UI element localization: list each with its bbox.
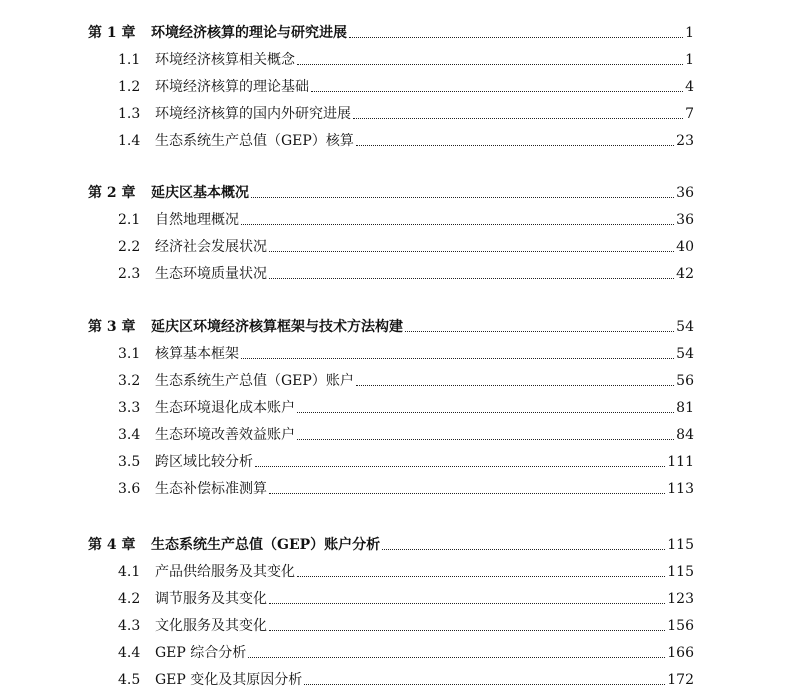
toc-chapter-entry[interactable] (0, 182, 790, 204)
dot-leader (304, 684, 665, 685)
toc-section-entry[interactable] (0, 263, 790, 285)
toc-section-entry[interactable] (0, 588, 790, 610)
toc-section-entry[interactable] (0, 103, 790, 125)
page-number: 166 (667, 645, 694, 661)
chapter-number: 第 2 章 (88, 185, 136, 201)
toc-section-entry[interactable] (0, 49, 790, 71)
page-number: 115 (667, 537, 694, 553)
chapter-number: 第 1 章 (88, 25, 136, 41)
section-title: 生态环境质量状况 (155, 266, 267, 282)
toc-section-entry[interactable] (0, 561, 790, 583)
section-title: 生态系统生产总值（GEP）核算 (155, 133, 354, 149)
toc-section-entry[interactable] (0, 478, 790, 500)
page-number: 111 (667, 454, 694, 470)
dot-leader (269, 251, 674, 252)
chapter-title: 延庆区环境经济核算框架与技术方法构建 (151, 319, 403, 335)
toc-section-entry[interactable] (0, 209, 790, 231)
dot-leader (353, 118, 683, 119)
section-number: 1.3 (118, 106, 141, 122)
toc-section-entry[interactable] (0, 424, 790, 446)
page-number: 84 (676, 427, 694, 443)
page-number: 81 (676, 400, 694, 416)
page-number: 54 (676, 346, 694, 362)
toc-section-entry[interactable] (0, 370, 790, 392)
dot-leader (269, 278, 674, 279)
dot-leader (356, 385, 674, 386)
dot-leader (269, 630, 665, 631)
chapter-title: 生态系统生产总值（GEP）账户分析 (151, 537, 381, 553)
page-number: 42 (676, 266, 694, 282)
section-title: 调节服务及其变化 (155, 591, 267, 607)
section-number: 2.2 (118, 239, 141, 255)
section-number: 3.1 (118, 346, 141, 362)
toc-chapter-entry[interactable] (0, 534, 790, 556)
page-number: 115 (667, 564, 694, 580)
toc-chapter-entry[interactable] (0, 316, 790, 338)
section-title: 文化服务及其变化 (155, 618, 267, 634)
section-title: GEP 变化及其原因分析 (155, 672, 303, 688)
page-number: 113 (667, 481, 694, 497)
page-number: 23 (676, 133, 694, 149)
toc-section-entry[interactable] (0, 236, 790, 258)
section-title: 跨区域比较分析 (155, 454, 253, 470)
page-number: 123 (667, 591, 694, 607)
toc-section-entry[interactable] (0, 343, 790, 365)
section-number: 2.3 (118, 266, 141, 282)
page-number: 40 (676, 239, 694, 255)
section-number: 4.3 (118, 618, 141, 634)
page-number: 172 (667, 672, 694, 688)
page-number: 36 (676, 212, 694, 228)
dot-leader (269, 603, 665, 604)
dot-leader (251, 197, 674, 198)
dot-leader (311, 91, 683, 92)
section-title: GEP 综合分析 (155, 645, 247, 661)
section-title: 核算基本框架 (155, 346, 239, 362)
chapter-title: 延庆区基本概况 (151, 185, 249, 201)
chapter-title: 环境经济核算的理论与研究进展 (151, 25, 347, 41)
toc-section-entry[interactable] (0, 451, 790, 473)
section-title: 生态环境退化成本账户 (155, 400, 295, 416)
dot-leader (405, 331, 674, 332)
section-number: 1.4 (118, 133, 141, 149)
section-title: 环境经济核算的国内外研究进展 (155, 106, 351, 122)
dot-leader (297, 64, 683, 65)
section-title: 生态补偿标准测算 (155, 481, 267, 497)
section-number: 3.5 (118, 454, 141, 470)
page-number: 156 (667, 618, 694, 634)
page-number: 56 (676, 373, 694, 389)
dot-leader (297, 576, 665, 577)
section-number: 4.1 (118, 564, 141, 580)
page-number: 4 (685, 79, 694, 95)
dot-leader (241, 358, 674, 359)
dot-leader (356, 145, 674, 146)
dot-leader (382, 549, 665, 550)
section-title: 环境经济核算相关概念 (155, 52, 295, 68)
section-number: 3.4 (118, 427, 141, 443)
section-number: 3.3 (118, 400, 141, 416)
toc-chapter-entry[interactable] (0, 22, 790, 44)
toc-section-entry[interactable] (0, 642, 790, 664)
section-number: 4.4 (118, 645, 141, 661)
section-number: 1.1 (118, 52, 141, 68)
section-number: 3.6 (118, 481, 141, 497)
dot-leader (297, 412, 674, 413)
section-number: 4.5 (118, 672, 141, 688)
section-title: 环境经济核算的理论基础 (155, 79, 309, 95)
section-title: 自然地理概况 (155, 212, 239, 228)
section-number: 4.2 (118, 591, 141, 607)
toc-section-entry[interactable] (0, 130, 790, 152)
toc-section-entry[interactable] (0, 76, 790, 98)
chapter-number: 第 4 章 (88, 537, 136, 553)
page-number: 7 (685, 106, 694, 122)
dot-leader (269, 493, 665, 494)
toc-section-entry[interactable] (0, 615, 790, 637)
section-title: 经济社会发展状况 (155, 239, 267, 255)
dot-leader (297, 439, 674, 440)
section-number: 2.1 (118, 212, 141, 228)
page-number: 54 (676, 319, 694, 335)
section-number: 1.2 (118, 79, 141, 95)
page-number: 1 (685, 52, 694, 68)
dot-leader (255, 466, 665, 467)
toc-section-entry[interactable] (0, 669, 790, 691)
dot-leader (349, 37, 683, 38)
page-number: 36 (676, 185, 694, 201)
dot-leader (241, 224, 674, 225)
toc-section-entry[interactable] (0, 397, 790, 419)
dot-leader (248, 657, 665, 658)
section-number: 3.2 (118, 373, 141, 389)
section-title: 生态系统生产总值（GEP）账户 (155, 373, 354, 389)
section-title: 生态环境改善效益账户 (155, 427, 295, 443)
section-title: 产品供给服务及其变化 (155, 564, 295, 580)
page-number: 1 (685, 25, 694, 41)
chapter-number: 第 3 章 (88, 319, 136, 335)
